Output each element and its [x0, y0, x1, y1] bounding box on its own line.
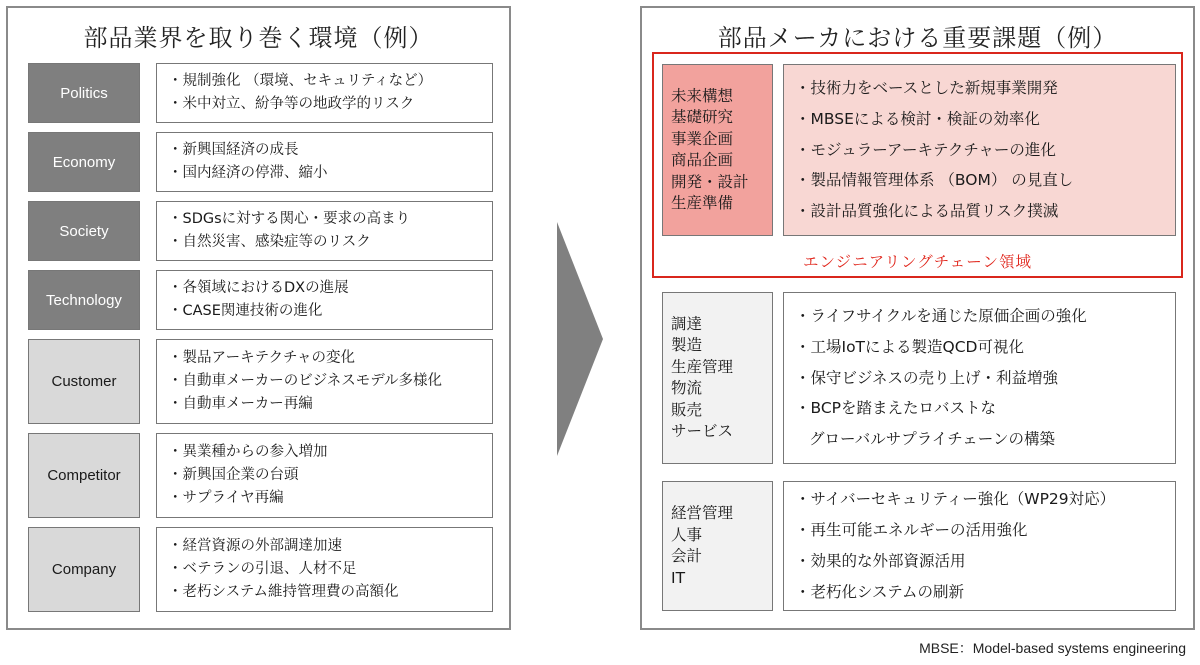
- environment-panel: [6, 6, 511, 630]
- factor-point: ・SDGsに対する関心・要求の高まり: [168, 211, 411, 227]
- factor-label-technology: Technology: [28, 270, 140, 330]
- factor-point: ・異業種からの参入増加: [168, 444, 328, 460]
- phase-item: 製造: [671, 336, 703, 354]
- factor-row-politics: [28, 63, 493, 123]
- factor-point: ・米中対立、紛争等の地政学的リスク: [168, 96, 415, 112]
- issue-item: ・MBSEによる検討・検証の効率化: [795, 109, 1040, 128]
- management-phases: [662, 481, 773, 611]
- issue-item: ・ライフサイクルを通じた原価企画の強化: [795, 307, 1087, 325]
- issue-item: ・モジュラーアーキテクチャーの進化: [795, 140, 1056, 159]
- issue-item: ・老朽化システムの刷新: [795, 582, 964, 601]
- factor-point: ・規制強化 （環境、セキュリティなど）: [168, 73, 433, 89]
- factor-point: ・CASE関連技術の進化: [168, 303, 323, 319]
- issue-item: ・効果的な外部資源活用: [795, 552, 966, 570]
- factor-point: ・自動車メーカーのビジネスモデル多様化: [168, 373, 443, 389]
- factor-point: ・国内経済の停滞、縮小: [168, 165, 328, 181]
- factor-point: ・製品アーキテクチャの変化: [168, 350, 356, 366]
- issues-title: 部品メーカにおける重要課題（例）: [717, 24, 1118, 52]
- phase-item: 販売: [671, 400, 703, 419]
- issue-item-continuation: グローバルサプライチェーンの構築: [809, 430, 1055, 449]
- factor-row-company: [28, 527, 493, 612]
- phase-item: 物流: [671, 379, 703, 397]
- footnote: MBSE：Model-based systems engineering: [919, 640, 1186, 656]
- phase-item: IT: [671, 568, 686, 587]
- issue-item: ・工場IoTによる製造QCD可視化: [795, 337, 1024, 356]
- phase-item: 事業企画: [671, 129, 734, 148]
- issue-item: ・技術力をベースとした新規事業開発: [795, 79, 1058, 97]
- factor-label-customer: Customer: [28, 339, 140, 424]
- factor-label-politics: Politics: [28, 63, 140, 123]
- factor-label-economy: Economy: [28, 132, 140, 192]
- engineering-chain-caption: エンジニアリングチェーン領域: [803, 253, 1032, 271]
- factor-points-society: [156, 201, 493, 261]
- factor-points-politics: [156, 63, 493, 123]
- factor-row-customer: [28, 339, 493, 424]
- factor-row-society: [28, 201, 493, 261]
- factor-point: ・新興国企業の台頭: [168, 467, 299, 483]
- factor-points-customer: [156, 339, 493, 424]
- phase-item: 会計: [671, 547, 703, 565]
- phase-item: 開発・設計: [671, 172, 749, 191]
- flow-arrow-icon: [557, 222, 603, 456]
- factor-label-competitor: Competitor: [28, 433, 140, 518]
- factor-point: ・経営資源の外部調達加速: [168, 538, 342, 554]
- phase-item: サービス: [671, 422, 734, 440]
- factor-row-technology: [28, 270, 493, 330]
- phase-item: 生産管理: [671, 357, 734, 376]
- factor-points-technology: [156, 270, 493, 330]
- operations-issues: [783, 292, 1176, 464]
- operations-phases: [662, 292, 773, 464]
- factor-row-competitor: [28, 433, 493, 518]
- issue-item: ・サイバーセキュリティー強化（WP29対応）: [795, 490, 1116, 509]
- factor-point: ・自動車メーカー再編: [168, 396, 313, 412]
- phase-item: 調達: [671, 314, 703, 333]
- factor-points-competitor: [156, 433, 493, 518]
- phase-item: 商品企画: [671, 151, 734, 169]
- factor-points-company: [156, 527, 493, 612]
- factor-label-company: Company: [28, 527, 140, 612]
- factor-label-society: Society: [28, 201, 140, 261]
- issue-item: ・設計品質強化による品質リスク撲滅: [795, 202, 1059, 221]
- phase-item: 未来構想: [671, 86, 734, 105]
- issues-panel: [640, 6, 1195, 630]
- factor-points-economy: [156, 132, 493, 192]
- factor-point: ・サプライヤ再編: [168, 490, 284, 506]
- issue-item: ・BCPを踏まえたロバストな: [795, 399, 997, 418]
- management-issues: [783, 481, 1176, 611]
- phase-item: 経営管理: [671, 504, 734, 522]
- engineering-issues: [783, 64, 1176, 236]
- factor-point: ・ベテランの引退、人材不足: [168, 561, 357, 577]
- issue-item: ・製品情報管理体系 （BOM） の見直し: [795, 171, 1074, 190]
- factor-point: ・老朽システム維持管理費の高額化: [168, 584, 399, 600]
- factor-point: ・各領域におけるDXの進展: [168, 280, 349, 296]
- environment-title: 部品業界を取り巻く環境（例）: [83, 24, 434, 52]
- issue-item: ・再生可能エネルギーの活用強化: [795, 521, 1028, 540]
- phase-item: 生産準備: [671, 194, 734, 212]
- issue-item: ・保守ビジネスの売り上げ・利益増強: [795, 368, 1059, 387]
- phase-item: 基礎研究: [671, 108, 734, 126]
- factor-point: ・新興国経済の成長: [168, 142, 299, 158]
- factor-row-economy: [28, 132, 493, 192]
- engineering-phases: [662, 64, 773, 236]
- phase-item: 人事: [671, 525, 703, 544]
- factor-point: ・自然災害、感染症等のリスク: [168, 234, 371, 250]
